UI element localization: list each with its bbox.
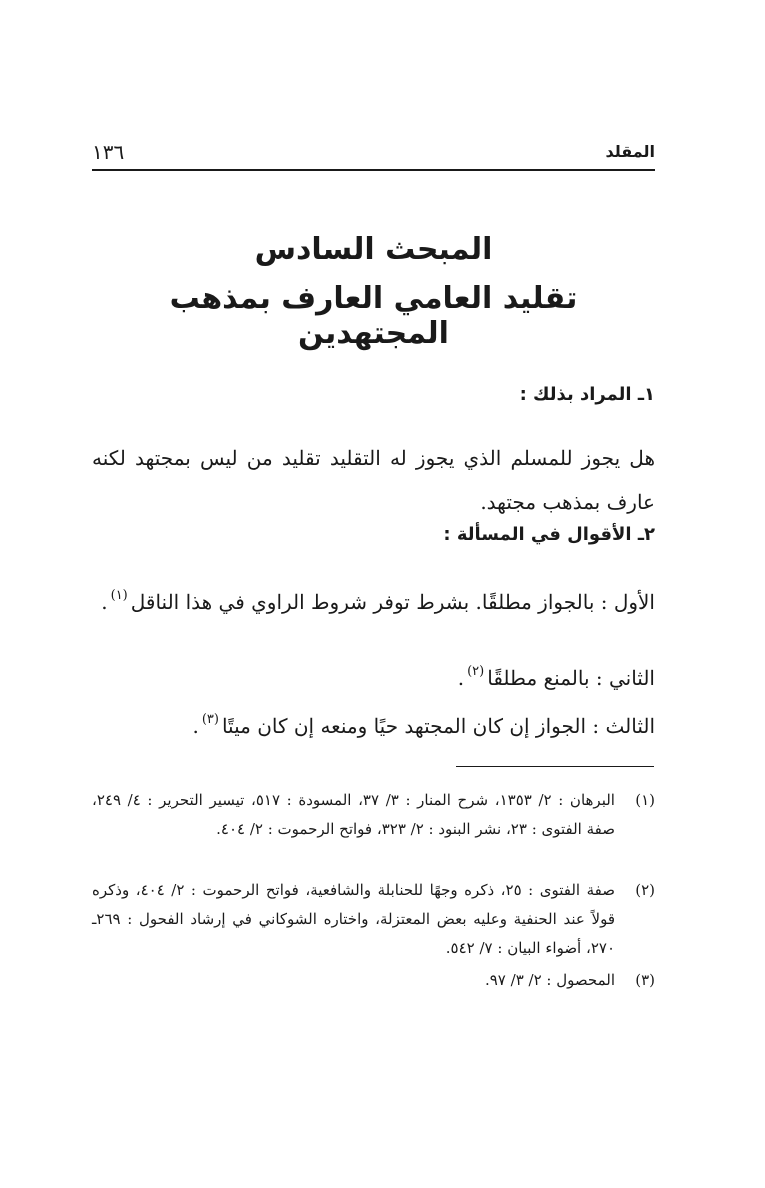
page-header: [92, 138, 655, 172]
opinion-first-text: الأول : بالجواز مطلقًا. بشرط توفر شروط الراوي في هذا الناقل: [130, 590, 655, 614]
opinion-third: [92, 712, 655, 738]
footnote-ref-3[interactable]: (٣): [201, 712, 219, 727]
opinion-first-period: .: [101, 590, 108, 614]
footnote-number: (١): [635, 791, 655, 809]
opinion-second-period: .: [457, 666, 465, 690]
footnote-text: البرهان : ٢/ ١٣٥٣، شرح المنار : ٣/ ٣٧، المسودة : ٥١٧، تيسير التحرير : ٤/ ٢٤٩، صفة الفتوى : ٢٣، نشر البنود : ٢/ ٣٢٣، فواتح الرحموت : ٢/ ٤٠٤.: [92, 791, 615, 838]
opinion-third-period: .: [192, 714, 199, 738]
heading-opinions: ٢ـ الأقوال في المسألة :: [443, 524, 655, 545]
footnote-3: [92, 966, 655, 995]
paragraph-meaning: هل يجوز للمسلم الذي يجوز له التقليد تقليد من ليس بمجتهد لكنه عارف بمذهب مجتهد.: [92, 446, 655, 514]
footnote-ref-2[interactable]: (٢): [467, 664, 485, 679]
section-title: المبحث السادس: [254, 232, 493, 267]
heading-meaning: ١ـ المراد بذلك :: [519, 384, 655, 405]
page-number: ١٣٦: [92, 140, 125, 164]
header-rule: [92, 169, 655, 171]
opinion-second-text: الثاني : بالمنع مطلقًا: [487, 666, 655, 690]
footnote-separator: [456, 766, 654, 767]
footnote-number: (٣): [635, 971, 655, 989]
opinion-second: [92, 664, 655, 690]
footnote-1: [92, 786, 655, 844]
opinion-third-text: الثالث : الجواز إن كان المجتهد حيًا ومنعه إن كان ميتًا: [221, 714, 655, 738]
footnote-number: (٢): [635, 881, 655, 899]
footnote-text: صفة الفتوى : ٢٥، ذكره وجهًا للحنابلة والشافعية، فواتح الرحموت : ٢/ ٤٠٤، وذكره قولاً عند الحنفية وعليه بعض المعتزلة، واختاره الشوكاني في إرشاد الفحول : ٢٦٩ـ ٢٧٠، أضواء البيان : ٧/ ٥٤٢.: [92, 881, 615, 957]
footnote-text: المحصول : ٢/ ٣/ ٩٧.: [484, 971, 615, 989]
opinion-first: [92, 574, 655, 624]
running-head: المقلد: [605, 142, 655, 161]
subject-title: تقليد العامي العارف بمذهب المجتهدين: [169, 281, 578, 351]
footnote-ref-1[interactable]: (١): [110, 588, 128, 603]
footnote-2: [92, 876, 655, 963]
